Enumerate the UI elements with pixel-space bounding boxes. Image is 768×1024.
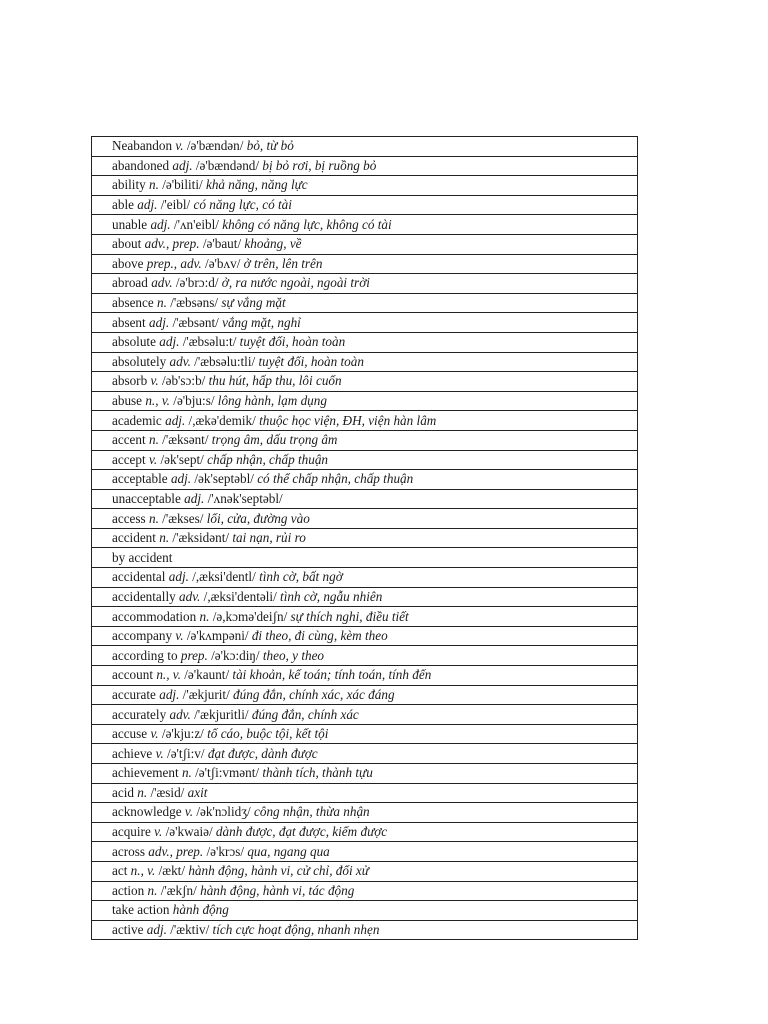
part-of-speech: v. bbox=[150, 726, 159, 742]
headword: accurate bbox=[112, 686, 156, 702]
pronunciation: /ək'septəbl/ bbox=[194, 471, 254, 487]
vocab-row bbox=[92, 195, 638, 215]
translation: dành được, đạt được, kiếm được bbox=[215, 824, 388, 840]
translation: axit bbox=[187, 784, 208, 800]
vocab-row bbox=[92, 744, 638, 764]
pronunciation: /,ækə'demik/ bbox=[188, 412, 256, 428]
part-of-speech: v. bbox=[154, 824, 163, 840]
pronunciation: /ə'bju:s/ bbox=[173, 393, 215, 409]
vocab-row bbox=[92, 587, 638, 607]
part-of-speech: v. bbox=[150, 373, 159, 389]
part-of-speech: n., v. bbox=[156, 667, 181, 683]
part-of-speech: adj. bbox=[170, 471, 192, 487]
translation: đúng đắn, chính xác, xác đáng bbox=[233, 686, 395, 702]
vocab-entry-cell bbox=[92, 724, 638, 744]
vocab-row bbox=[92, 528, 638, 548]
translation: ở trên, lên trên bbox=[243, 255, 323, 271]
pronunciation: /ə'kɔ:diŋ/ bbox=[211, 647, 260, 663]
translation: tài khoản, kế toán; tính toán, tính đến bbox=[232, 667, 432, 683]
pronunciation: /ə'bʌv/ bbox=[205, 255, 241, 271]
pronunciation: /'æksidənt/ bbox=[172, 530, 230, 546]
headword: unacceptable bbox=[112, 490, 181, 506]
part-of-speech: adj. bbox=[168, 569, 189, 585]
vocab-entry-cell bbox=[92, 274, 638, 294]
headword: above bbox=[112, 255, 144, 271]
vocab-entry-cell bbox=[92, 352, 638, 372]
headword: by accident bbox=[112, 549, 173, 565]
vocab-row bbox=[92, 411, 638, 431]
part-of-speech: v. bbox=[155, 745, 164, 761]
headword: take action bbox=[112, 902, 170, 918]
vocab-row bbox=[92, 450, 638, 470]
part-of-speech: n. bbox=[137, 784, 148, 800]
pronunciation: /'æksənt/ bbox=[162, 432, 209, 448]
pronunciation: /ə'brɔ:d/ bbox=[175, 275, 219, 291]
headword: Neabandon bbox=[112, 138, 173, 154]
vocab-row bbox=[92, 509, 638, 529]
headword: accent bbox=[112, 432, 146, 448]
translation: hành động, hành vi, tác động bbox=[200, 882, 355, 898]
headword: achieve bbox=[112, 745, 153, 761]
vocab-entry-cell bbox=[92, 430, 638, 450]
vocab-row bbox=[92, 156, 638, 176]
vocab-row bbox=[92, 234, 638, 254]
translation: lông hành, lạm dụng bbox=[217, 393, 327, 409]
headword: across bbox=[112, 843, 145, 859]
vocab-row bbox=[92, 489, 638, 509]
vocab-row bbox=[92, 548, 638, 568]
vocab-entry-cell bbox=[92, 861, 638, 881]
pronunciation: /,æksi'dentəli/ bbox=[203, 588, 277, 604]
vocab-row bbox=[92, 861, 638, 881]
vocab-entry-cell bbox=[92, 528, 638, 548]
translation: đi theo, đi cùng, kèm theo bbox=[251, 628, 388, 644]
translation: đúng đắn, chính xác bbox=[251, 706, 359, 722]
pronunciation: /ə'tʃi:vmənt/ bbox=[195, 765, 260, 781]
translation: thu hút, hấp thu, lôi cuốn bbox=[208, 373, 342, 389]
vocabulary-table-body bbox=[92, 137, 638, 940]
headword: ability bbox=[112, 177, 146, 193]
pronunciation: /ə'biliti/ bbox=[162, 177, 203, 193]
pronunciation: /'ʌnək'septəbl/ bbox=[207, 490, 283, 506]
vocab-row bbox=[92, 783, 638, 803]
pronunciation: /ə'krɔs/ bbox=[206, 843, 245, 859]
vocab-row bbox=[92, 626, 638, 646]
headword: action bbox=[112, 882, 145, 898]
vocab-row bbox=[92, 822, 638, 842]
part-of-speech: adj. bbox=[172, 157, 193, 173]
vocab-entry-cell bbox=[92, 587, 638, 607]
translation: khoảng, về bbox=[244, 236, 302, 252]
part-of-speech: adv. bbox=[169, 353, 191, 369]
translation: sự vắng mặt bbox=[221, 295, 286, 311]
vocab-entry-cell bbox=[92, 626, 638, 646]
part-of-speech: prep., adv. bbox=[146, 255, 202, 271]
headword: abandoned bbox=[112, 157, 170, 173]
translation: khả năng, năng lực bbox=[205, 177, 308, 193]
translation: không có năng lực, không có tài bbox=[222, 216, 392, 232]
part-of-speech: n. bbox=[199, 608, 210, 624]
vocab-row bbox=[92, 332, 638, 352]
vocab-entry-cell bbox=[92, 509, 638, 529]
headword: unable bbox=[112, 216, 148, 232]
part-of-speech: v. bbox=[175, 628, 184, 644]
vocab-row bbox=[92, 352, 638, 372]
vocab-entry-cell bbox=[92, 293, 638, 313]
vocab-entry-cell bbox=[92, 332, 638, 352]
headword: achievement bbox=[112, 765, 179, 781]
headword: according to bbox=[112, 647, 178, 663]
vocab-row bbox=[92, 254, 638, 274]
vocab-row bbox=[92, 881, 638, 901]
headword: absolutely bbox=[112, 353, 167, 369]
headword: accurately bbox=[112, 706, 167, 722]
pronunciation: /ə'bændən/ bbox=[186, 138, 244, 154]
vocab-row bbox=[92, 705, 638, 725]
vocab-entry-cell bbox=[92, 803, 638, 823]
pronunciation: /'æbsəlu:t/ bbox=[182, 334, 237, 350]
translation: hành động bbox=[172, 902, 229, 918]
vocab-entry-cell bbox=[92, 215, 638, 235]
vocab-entry-cell bbox=[92, 920, 638, 940]
part-of-speech: prep. bbox=[180, 647, 208, 663]
part-of-speech: adv. bbox=[169, 706, 191, 722]
vocab-row bbox=[92, 607, 638, 627]
vocab-row bbox=[92, 274, 638, 294]
translation: tình cờ, ngẫu nhiên bbox=[280, 588, 383, 604]
headword: abuse bbox=[112, 393, 143, 409]
pronunciation: /ə'tʃi:v/ bbox=[167, 745, 205, 761]
part-of-speech: n. bbox=[148, 510, 159, 526]
vocab-entry-cell bbox=[92, 548, 638, 568]
vocab-entry-cell bbox=[92, 783, 638, 803]
pronunciation: /'ækjurit/ bbox=[182, 686, 230, 702]
vocab-row bbox=[92, 901, 638, 921]
part-of-speech: adv. bbox=[151, 275, 173, 291]
headword: accident bbox=[112, 530, 156, 546]
headword: able bbox=[112, 197, 134, 213]
vocab-row bbox=[92, 293, 638, 313]
vocab-entry-cell bbox=[92, 764, 638, 784]
headword: about bbox=[112, 236, 142, 252]
part-of-speech: adv., prep. bbox=[144, 236, 200, 252]
translation: tai nạn, rủi ro bbox=[232, 530, 306, 546]
part-of-speech: v. bbox=[175, 138, 184, 154]
part-of-speech: adj. bbox=[159, 334, 180, 350]
translation: chấp nhận, chấp thuận bbox=[207, 451, 329, 467]
headword: accidentally bbox=[112, 588, 176, 604]
vocab-entry-cell bbox=[92, 881, 638, 901]
vocab-row bbox=[92, 764, 638, 784]
headword: acquire bbox=[112, 824, 151, 840]
pronunciation: /ækt/ bbox=[158, 863, 186, 879]
vocab-entry-cell bbox=[92, 470, 638, 490]
part-of-speech: adj. bbox=[165, 412, 186, 428]
pronunciation: /'ækjuritli/ bbox=[194, 706, 249, 722]
part-of-speech: n., v. bbox=[145, 393, 170, 409]
part-of-speech: v. bbox=[184, 804, 194, 820]
vocab-entry-cell bbox=[92, 646, 638, 666]
translation: bỏ, từ bỏ bbox=[246, 138, 294, 154]
vocab-row bbox=[92, 430, 638, 450]
vocab-entry-cell bbox=[92, 568, 638, 588]
headword: absent bbox=[112, 314, 146, 330]
vocab-row bbox=[92, 842, 638, 862]
part-of-speech: adv. bbox=[179, 588, 201, 604]
vocab-entry-cell bbox=[92, 842, 638, 862]
vocab-entry-cell bbox=[92, 313, 638, 333]
headword: active bbox=[112, 922, 144, 938]
vocab-row bbox=[92, 666, 638, 686]
vocab-entry-cell bbox=[92, 685, 638, 705]
translation: thuộc học viện, ĐH, viện hàn lâm bbox=[259, 412, 437, 428]
part-of-speech: adj. bbox=[184, 490, 205, 506]
vocab-row bbox=[92, 313, 638, 333]
pronunciation: /ə'bændənd/ bbox=[195, 157, 260, 173]
translation: ở, ra nước ngoài, ngoài trời bbox=[221, 275, 370, 291]
vocab-entry-cell bbox=[92, 176, 638, 196]
vocab-row bbox=[92, 391, 638, 411]
vocab-row bbox=[92, 470, 638, 490]
vocabulary-table bbox=[91, 136, 638, 940]
part-of-speech: adj. bbox=[137, 197, 158, 213]
vocab-entry-cell bbox=[92, 195, 638, 215]
vocab-row bbox=[92, 372, 638, 392]
translation: có năng lực, có tài bbox=[193, 197, 292, 213]
part-of-speech: n. bbox=[149, 177, 159, 193]
vocab-entry-cell bbox=[92, 822, 638, 842]
headword: access bbox=[112, 510, 146, 526]
part-of-speech: adv., prep. bbox=[148, 843, 204, 859]
vocab-row bbox=[92, 215, 638, 235]
headword: acceptable bbox=[112, 471, 168, 487]
vocab-entry-cell bbox=[92, 607, 638, 627]
translation: vắng mặt, nghỉ bbox=[222, 314, 301, 330]
vocab-row bbox=[92, 137, 638, 157]
pronunciation: /,æksi'dentl/ bbox=[192, 569, 256, 585]
vocab-row bbox=[92, 724, 638, 744]
part-of-speech: adj. bbox=[159, 686, 180, 702]
headword: absolute bbox=[112, 334, 156, 350]
translation: hành động, hành vi, cử chỉ, đối xử bbox=[188, 863, 369, 879]
pronunciation: /ə'baut/ bbox=[202, 236, 242, 252]
pronunciation: /'æbsəlu:tli/ bbox=[194, 353, 256, 369]
translation: đạt được, dành được bbox=[207, 745, 318, 761]
translation: tình cờ, bất ngờ bbox=[259, 569, 343, 585]
pronunciation: /'æktiv/ bbox=[170, 922, 210, 938]
pronunciation: /ək'nɔlidʒ/ bbox=[196, 804, 251, 820]
pronunciation: /'eibl/ bbox=[160, 197, 191, 213]
pronunciation: /'æsid/ bbox=[150, 784, 185, 800]
translation: theo, y theo bbox=[262, 647, 325, 663]
pronunciation: /ək'sept/ bbox=[160, 451, 204, 467]
vocab-entry-cell bbox=[92, 901, 638, 921]
pronunciation: /ə,kɔmə'deiʃn/ bbox=[212, 608, 288, 624]
headword: accommodation bbox=[112, 608, 197, 624]
vocab-entry-cell bbox=[92, 666, 638, 686]
headword: account bbox=[112, 667, 154, 683]
part-of-speech: adj. bbox=[150, 216, 171, 232]
headword: accidental bbox=[112, 569, 166, 585]
headword: acknowledge bbox=[112, 804, 182, 820]
pronunciation: /ə'kaunt/ bbox=[184, 667, 230, 683]
vocab-entry-cell bbox=[92, 234, 638, 254]
vocab-row bbox=[92, 646, 638, 666]
part-of-speech: n. bbox=[147, 882, 158, 898]
translation: có thể chấp nhận, chấp thuận bbox=[257, 471, 414, 487]
part-of-speech: n. bbox=[181, 765, 192, 781]
vocab-entry-cell bbox=[92, 450, 638, 470]
pronunciation: /'ækʃn/ bbox=[160, 882, 197, 898]
translation: tố cáo, buộc tội, kết tội bbox=[207, 726, 329, 742]
headword: abroad bbox=[112, 275, 148, 291]
vocab-row bbox=[92, 685, 638, 705]
part-of-speech: n. bbox=[157, 295, 167, 311]
vocab-entry-cell bbox=[92, 391, 638, 411]
translation: sự thích nghi, điều tiết bbox=[290, 608, 409, 624]
vocab-entry-cell bbox=[92, 411, 638, 431]
headword: accuse bbox=[112, 726, 148, 742]
translation: qua, ngang qua bbox=[247, 843, 330, 859]
translation: công nhận, thừa nhận bbox=[254, 804, 370, 820]
pronunciation: /ə'kju:z/ bbox=[161, 726, 204, 742]
pronunciation: /əb'sɔ:b/ bbox=[161, 373, 206, 389]
pronunciation: /ə'kʌmpəni/ bbox=[186, 628, 249, 644]
vocab-entry-cell bbox=[92, 705, 638, 725]
vocab-row bbox=[92, 803, 638, 823]
translation: trọng âm, dấu trọng âm bbox=[211, 432, 338, 448]
vocab-entry-cell bbox=[92, 137, 638, 157]
translation: tuyệt đối, hoàn toàn bbox=[258, 353, 364, 369]
translation: bị bỏ rơi, bị ruồng bỏ bbox=[262, 157, 377, 173]
pronunciation: /'æbsəns/ bbox=[170, 295, 219, 311]
translation: tuyệt đối, hoàn toàn bbox=[239, 334, 346, 350]
vocab-entry-cell bbox=[92, 744, 638, 764]
pronunciation: /'ækses/ bbox=[162, 510, 204, 526]
pronunciation: /'æbsənt/ bbox=[172, 314, 219, 330]
translation: lối, cửa, đường vào bbox=[206, 510, 310, 526]
headword: act bbox=[112, 863, 128, 879]
part-of-speech: adj. bbox=[146, 922, 167, 938]
vocab-entry-cell bbox=[92, 489, 638, 509]
part-of-speech: v. bbox=[148, 451, 158, 467]
part-of-speech: n. bbox=[159, 530, 170, 546]
pronunciation: /ə'kwaiə/ bbox=[165, 824, 213, 840]
headword: accept bbox=[112, 451, 146, 467]
headword: absence bbox=[112, 295, 154, 311]
pronunciation: /'ʌn'eibl/ bbox=[173, 216, 219, 232]
vocab-row bbox=[92, 568, 638, 588]
part-of-speech: n. bbox=[148, 432, 159, 448]
headword: academic bbox=[112, 412, 162, 428]
vocab-entry-cell bbox=[92, 372, 638, 392]
part-of-speech: adj. bbox=[149, 314, 170, 330]
translation: tích cực hoạt động, nhanh nhẹn bbox=[212, 922, 380, 938]
headword: absorb bbox=[112, 373, 148, 389]
headword: accompany bbox=[112, 628, 173, 644]
headword: acid bbox=[112, 784, 134, 800]
vocab-entry-cell bbox=[92, 254, 638, 274]
vocab-row bbox=[92, 176, 638, 196]
part-of-speech: n., v. bbox=[130, 863, 156, 879]
translation: thành tích, thành tựu bbox=[262, 765, 373, 781]
vocab-row bbox=[92, 920, 638, 940]
vocab-entry-cell bbox=[92, 156, 638, 176]
